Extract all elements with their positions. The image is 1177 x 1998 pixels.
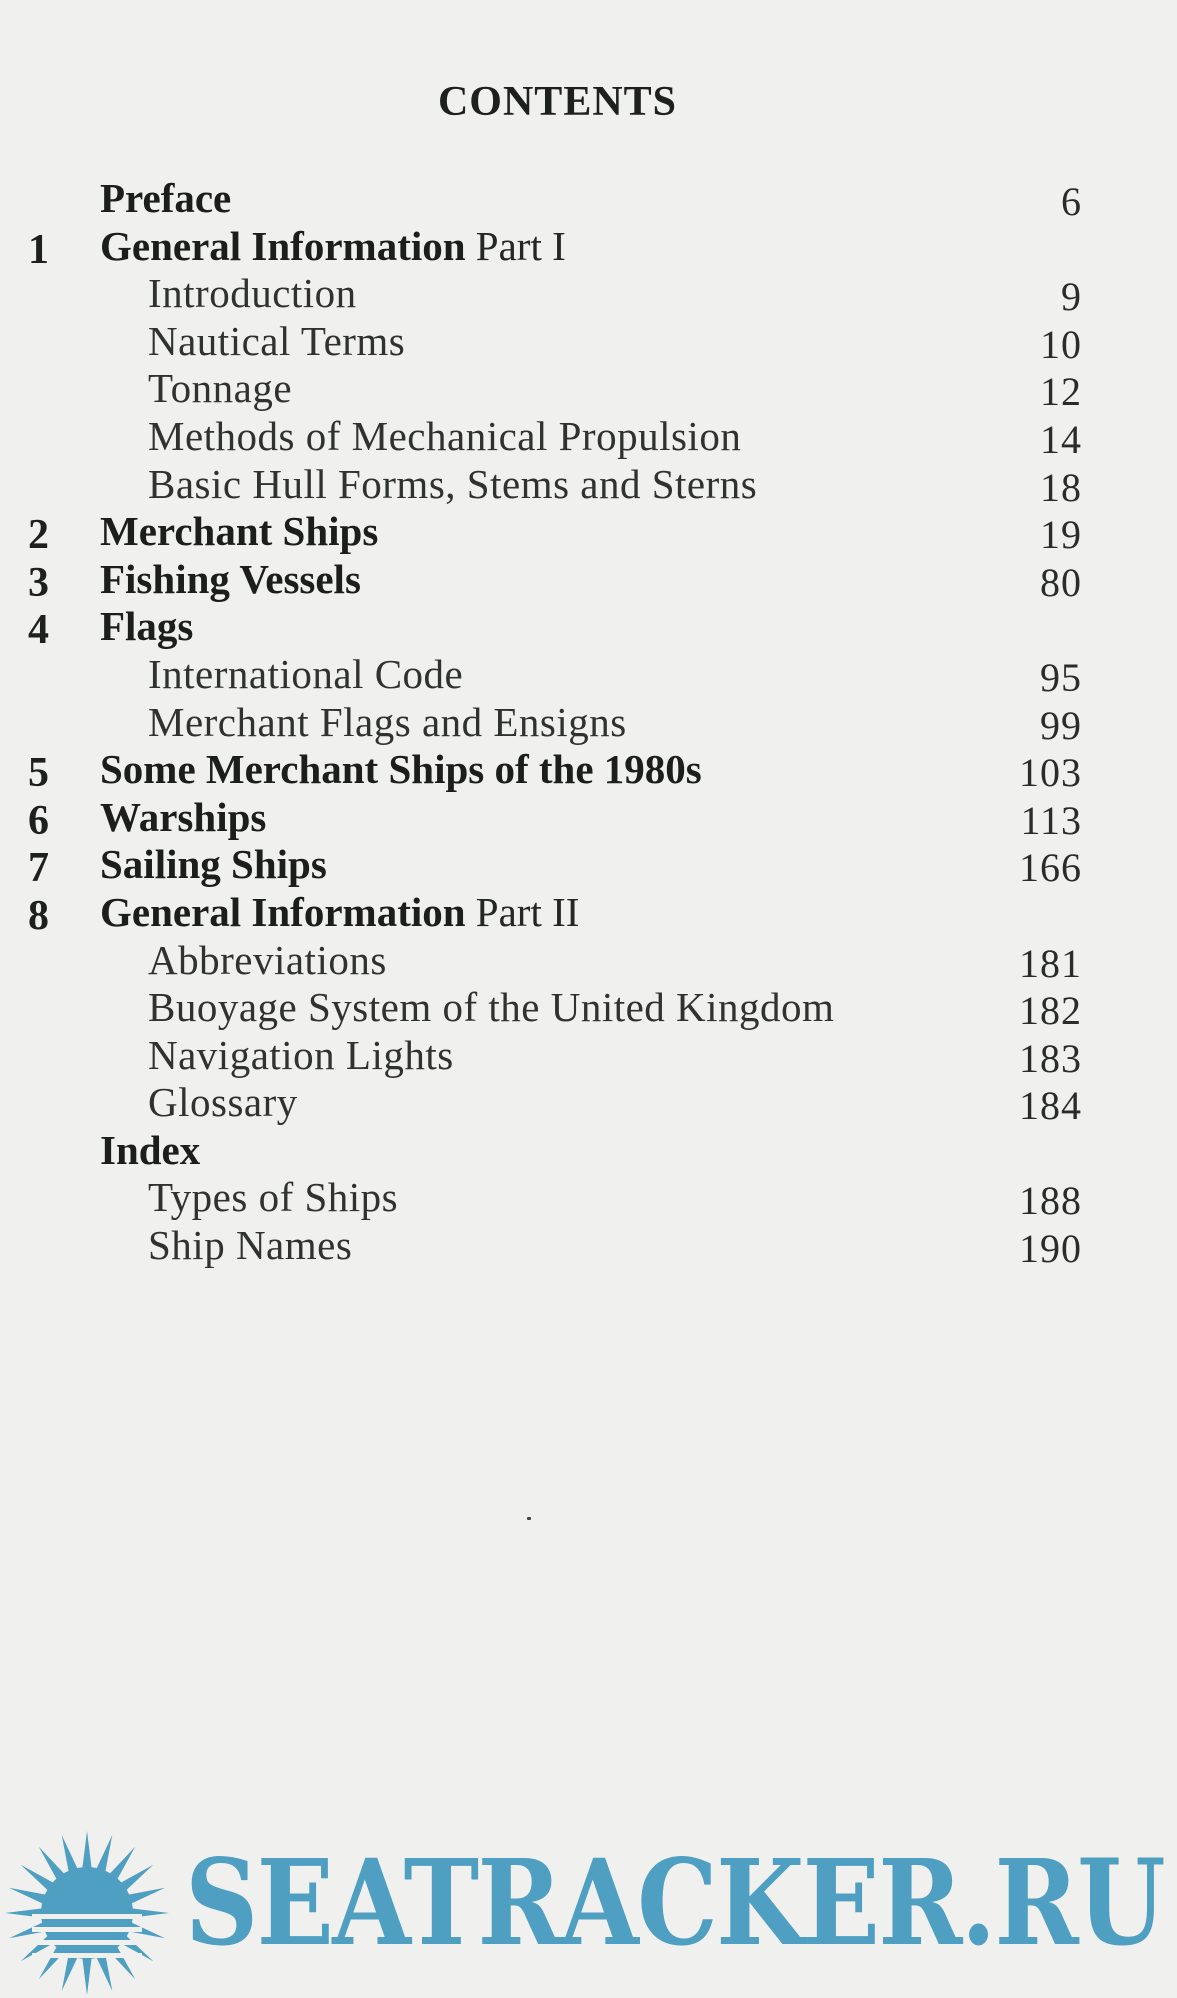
toc-entry [0,794,1100,842]
entry-title [148,1032,454,1080]
entry-title [148,1174,398,1222]
page-number: 14 [1040,416,1082,462]
toc-entry [0,1222,1100,1270]
entry-title-plain: Merchant Flags and Ensigns [148,698,627,745]
chapter-number: 3 [28,559,49,606]
entry-title-bold: Some Merchant Ships of the 1980s [100,746,702,793]
entry-title-bold: Fishing Vessels [100,555,361,602]
toc-entry [0,1032,1100,1080]
page-number: 182 [1019,988,1082,1034]
entry-title-bold: Sailing Ships [100,841,327,888]
entry-title [148,984,834,1032]
sun-icon [2,1828,172,1998]
entry-title [100,603,193,651]
entry-title-plain: Methods of Mechanical Propulsion [148,412,742,459]
entry-title [148,1079,298,1127]
toc-entry [0,937,1100,985]
toc-entry [0,1079,1100,1127]
table-of-contents [0,175,1100,1270]
page-number: 95 [1040,654,1082,700]
toc-entry [0,175,1100,223]
toc-entry [0,889,1100,937]
entry-title [148,1222,352,1270]
entry-title [100,794,266,842]
toc-entry [0,318,1100,366]
entry-title [148,270,357,318]
entry-title [100,508,378,556]
toc-entry [0,413,1100,461]
entry-title [100,841,327,889]
page-number: 113 [1020,797,1082,843]
toc-entry [0,746,1100,797]
page-number: 166 [1019,845,1082,891]
entry-title-plain: Part I [465,222,566,269]
page-number: 183 [1019,1035,1082,1081]
page-number: 184 [1019,1083,1082,1129]
entry-title-plain: Glossary [148,1079,298,1126]
toc-entry [0,651,1100,699]
entry-title-bold: Warships [100,793,267,840]
entry-title-plain: Nautical Terms [148,317,406,364]
chapter-number: 7 [28,845,49,892]
chapter-number: 1 [28,226,49,273]
page-number: 181 [1019,940,1082,986]
entry-title [148,318,405,366]
toc-entry [0,984,1100,1032]
entry-title [100,1127,200,1175]
toc-entry [0,699,1100,747]
watermark [0,1820,1177,1995]
page-number: 19 [1040,512,1082,558]
toc-entry [0,1174,1100,1222]
page-number: 190 [1019,1226,1082,1272]
page-number: 103 [1019,750,1082,796]
toc-entry [0,508,1100,559]
entry-title [148,937,387,985]
toc-entry [0,365,1100,413]
entry-title-plain: International Code [148,650,464,697]
entry-title-plain: Abbreviations [148,936,387,983]
entry-title [100,175,231,223]
page-number: 12 [1040,369,1082,415]
page-number: 6 [1061,179,1082,224]
entry-title-bold: General Information [100,222,466,269]
entry-title [100,223,566,271]
entry-title-plain: Buoyage System of the United Kingdom [148,984,835,1031]
chapter-number: 5 [28,750,49,797]
entry-title-bold: Index [100,1126,201,1173]
chapter-number: 8 [28,892,49,939]
entry-title-plain: Introduction [148,270,357,317]
page-number: 188 [1019,1178,1082,1224]
toc-entry [0,556,1100,604]
entry-title-plain: Tonnage [148,365,293,412]
entry-title-plain: Basic Hull Forms, Stems and Sterns [148,460,758,507]
page-number: 9 [1061,274,1082,320]
entry-title [148,461,757,509]
entry-title [100,889,579,937]
entry-title [100,556,361,604]
entry-title [148,413,741,461]
page-number: 99 [1040,702,1082,748]
chapter-number: 4 [28,607,49,654]
toc-entry [0,270,1100,318]
toc-entry [0,461,1100,509]
entry-title-bold: General Information [100,888,466,935]
page-title: CONTENTS [437,79,678,125]
toc-entry [0,603,1100,654]
page-number: 18 [1040,464,1082,510]
page-number: 10 [1040,321,1082,367]
entry-title [148,699,627,747]
entry-title-plain: Navigation Lights [148,1031,454,1078]
watermark-text: SEATRACKER.RU [185,1833,1164,1972]
toc-entry [0,223,1100,271]
entry-title [148,365,292,413]
entry-title-bold: Flags [100,603,194,650]
print-speck [527,1517,531,1520]
entry-title-bold: Merchant Ships [100,508,379,555]
toc-entry [0,841,1100,892]
entry-title-bold: Preface [100,175,232,221]
entry-title [148,651,463,699]
page-number: 80 [1040,559,1082,605]
entry-title-plain: Ship Names [148,1222,353,1269]
entry-title-plain: Types of Ships [148,1174,399,1221]
toc-entry [0,1127,1100,1175]
chapter-number: 6 [28,797,49,844]
entry-title [100,746,702,794]
chapter-number: 2 [28,512,49,559]
entry-title-plain: Part II [465,888,580,935]
